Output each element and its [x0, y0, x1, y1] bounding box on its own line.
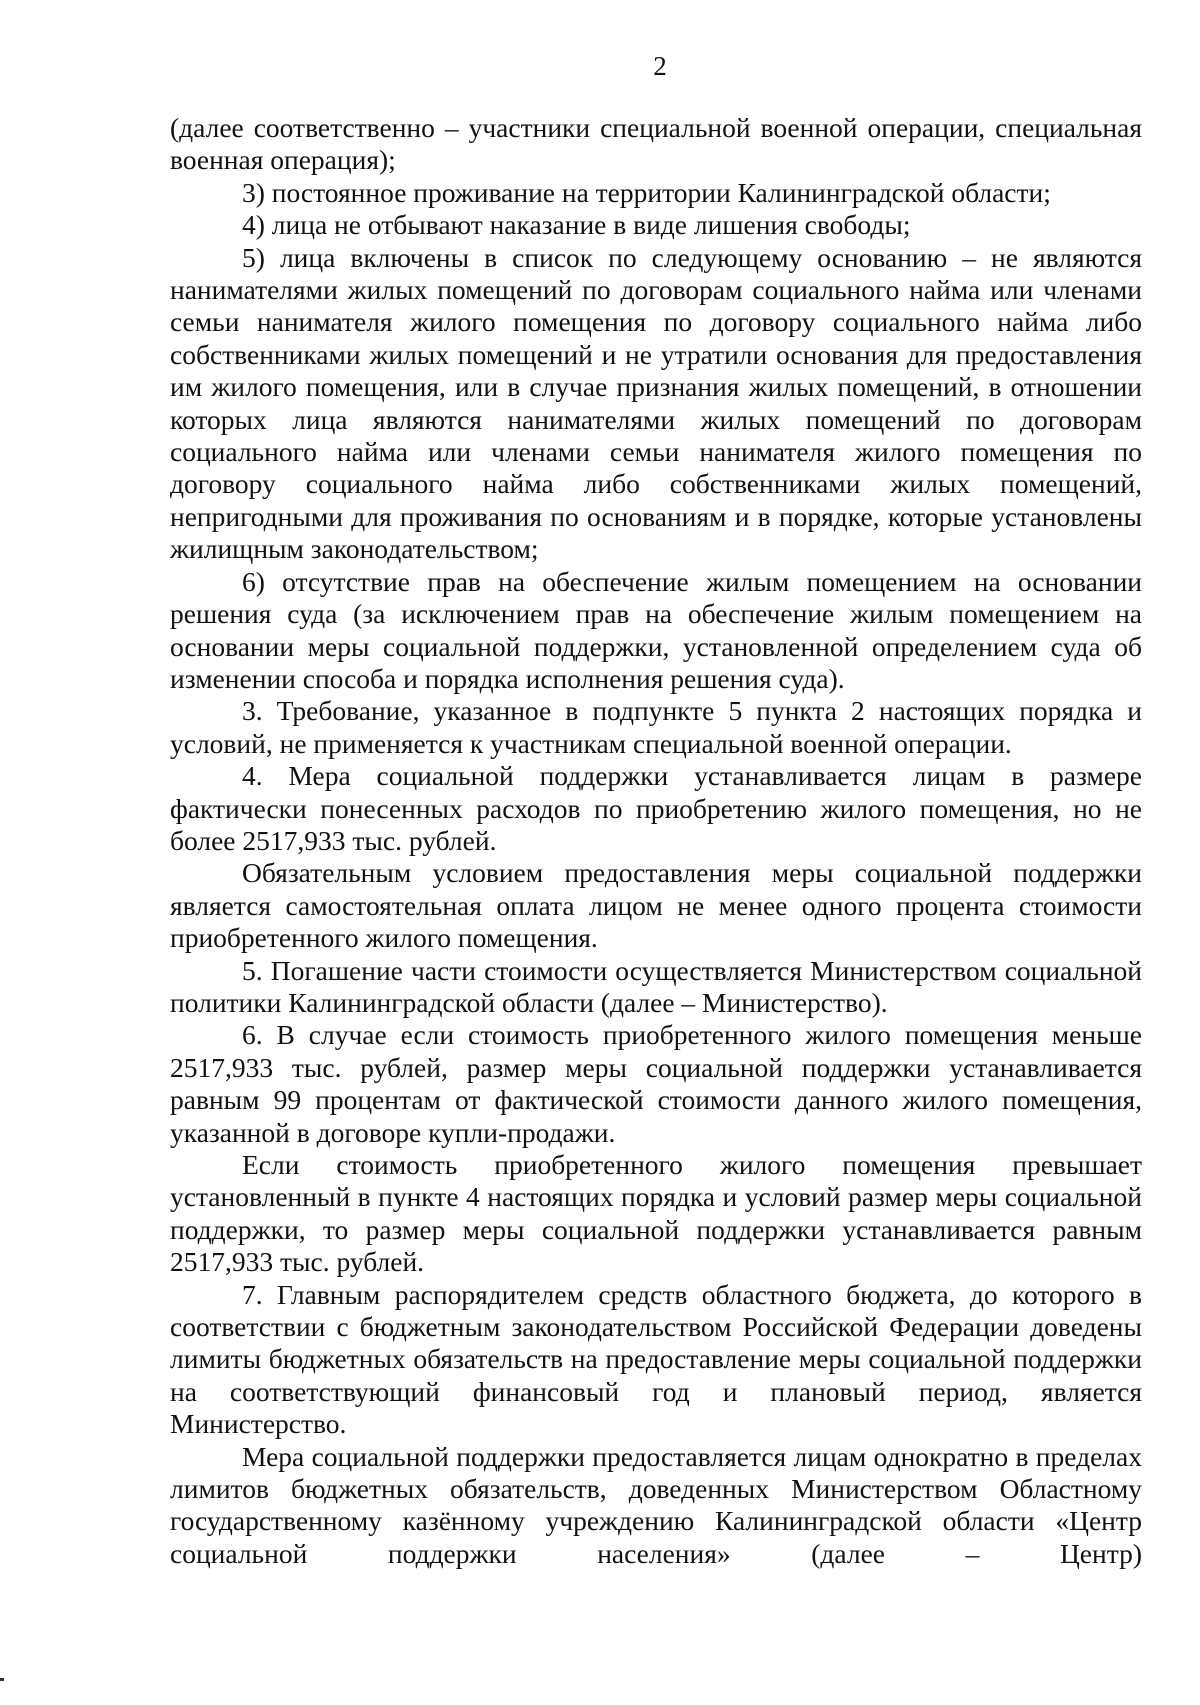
paragraph-clause-3: 3. Требование, указанное в подпункте 5 пункта 2 настоящих порядка и условий, не применяется к участникам специальной военной операции.: [170, 695, 1142, 759]
paragraph-clause-4-condition: Обязательным условием предоставления меры социальной поддержки является самостоятельная оплата лицом не менее одного процента стоимости приобретенного жилого помещения.: [170, 857, 1142, 954]
paragraph-clause-5: 5. Погашение части стоимости осуществляется Министерством социальной политики Калининградской области (далее – Министерство).: [170, 954, 1142, 1018]
paragraph-clause-7-provision: Мера социальной поддержки предоставляется лицам однократно в пределах лимитов бюджетных обязательств, доведенных Министерством Областному государственному казённому учреждению Калининградской области «Центр социальной поддержки населения» (далее – Центр): [170, 1440, 1142, 1569]
paragraph-item-6: 6) отсутствие прав на обеспечение жилым помещением на основании решения суда (за исключением прав на обеспечение жилым помещением на основании меры социальной поддержки, установленной определением суда об изменении способа и порядка исполнения решения суда).: [170, 565, 1142, 694]
paragraph-clause-4: 4. Мера социальной поддержки устанавливается лицам в размере фактически понесенных расходов по приобретению жилого помещения, но не более 2517,933 тыс. рублей.: [170, 760, 1142, 856]
document-body: [170, 112, 1142, 1570]
paragraph-item-4: 4) лица не отбывают наказание в виде лишения свободы;: [242, 209, 911, 241]
scan-edge-mark: [0, 1678, 4, 1681]
paragraph-clause-6: 6. В случае если стоимость приобретенного жилого помещения меньше 2517,933 тыс. рублей, размер меры социальной поддержки устанавливается равным 99 процентам от фактической стоимости данного жилого помещения, указанной в договоре купли-продажи.: [170, 1019, 1142, 1148]
page-number: 2: [653, 51, 667, 81]
paragraph-intro-continuation: (далее соответственно – участники специальной военной операции, специальная военная операция);: [170, 112, 1142, 176]
paragraph-item-3: 3) постоянное проживание на территории Калининградской области;: [242, 176, 1051, 208]
paragraph-item-5: 5) лица включены в список по следующему основанию – не являются нанимателями жилых помещений по договорам социального найма или членами семьи нанимателя жилого помещения по договору социального найма либо собственниками жилых помещений и не утратили основания для предоставления им жилого помещения, или в случае признания жилых помещений, в отношении которых лица являются нанимателями жилых помещений по договорам социального найма или членами семьи нанимателя жилого помещения по договору социального найма либо собственниками жилых помещений, непригодными для проживания по основаниям и в порядке, которые установлены жилищным законодательством;: [170, 241, 1142, 565]
paragraph-clause-7: 7. Главным распорядителем средств областного бюджета, до которого в соответствии с бюджетным законодательством Российской Федерации доведены лимиты бюджетных обязательств на предоставление меры социальной поддержки на соответствующий финансовый год и плановый период, является Министерство.: [170, 1278, 1142, 1440]
paragraph-clause-6-exceed: Если стоимость приобретенного жилого помещения превышает установленный в пункте 4 настоящих порядка и условий размер меры социальной поддержки, то размер меры социальной поддержки устанавливается равным 2517,933 тыс. рублей.: [170, 1149, 1142, 1278]
